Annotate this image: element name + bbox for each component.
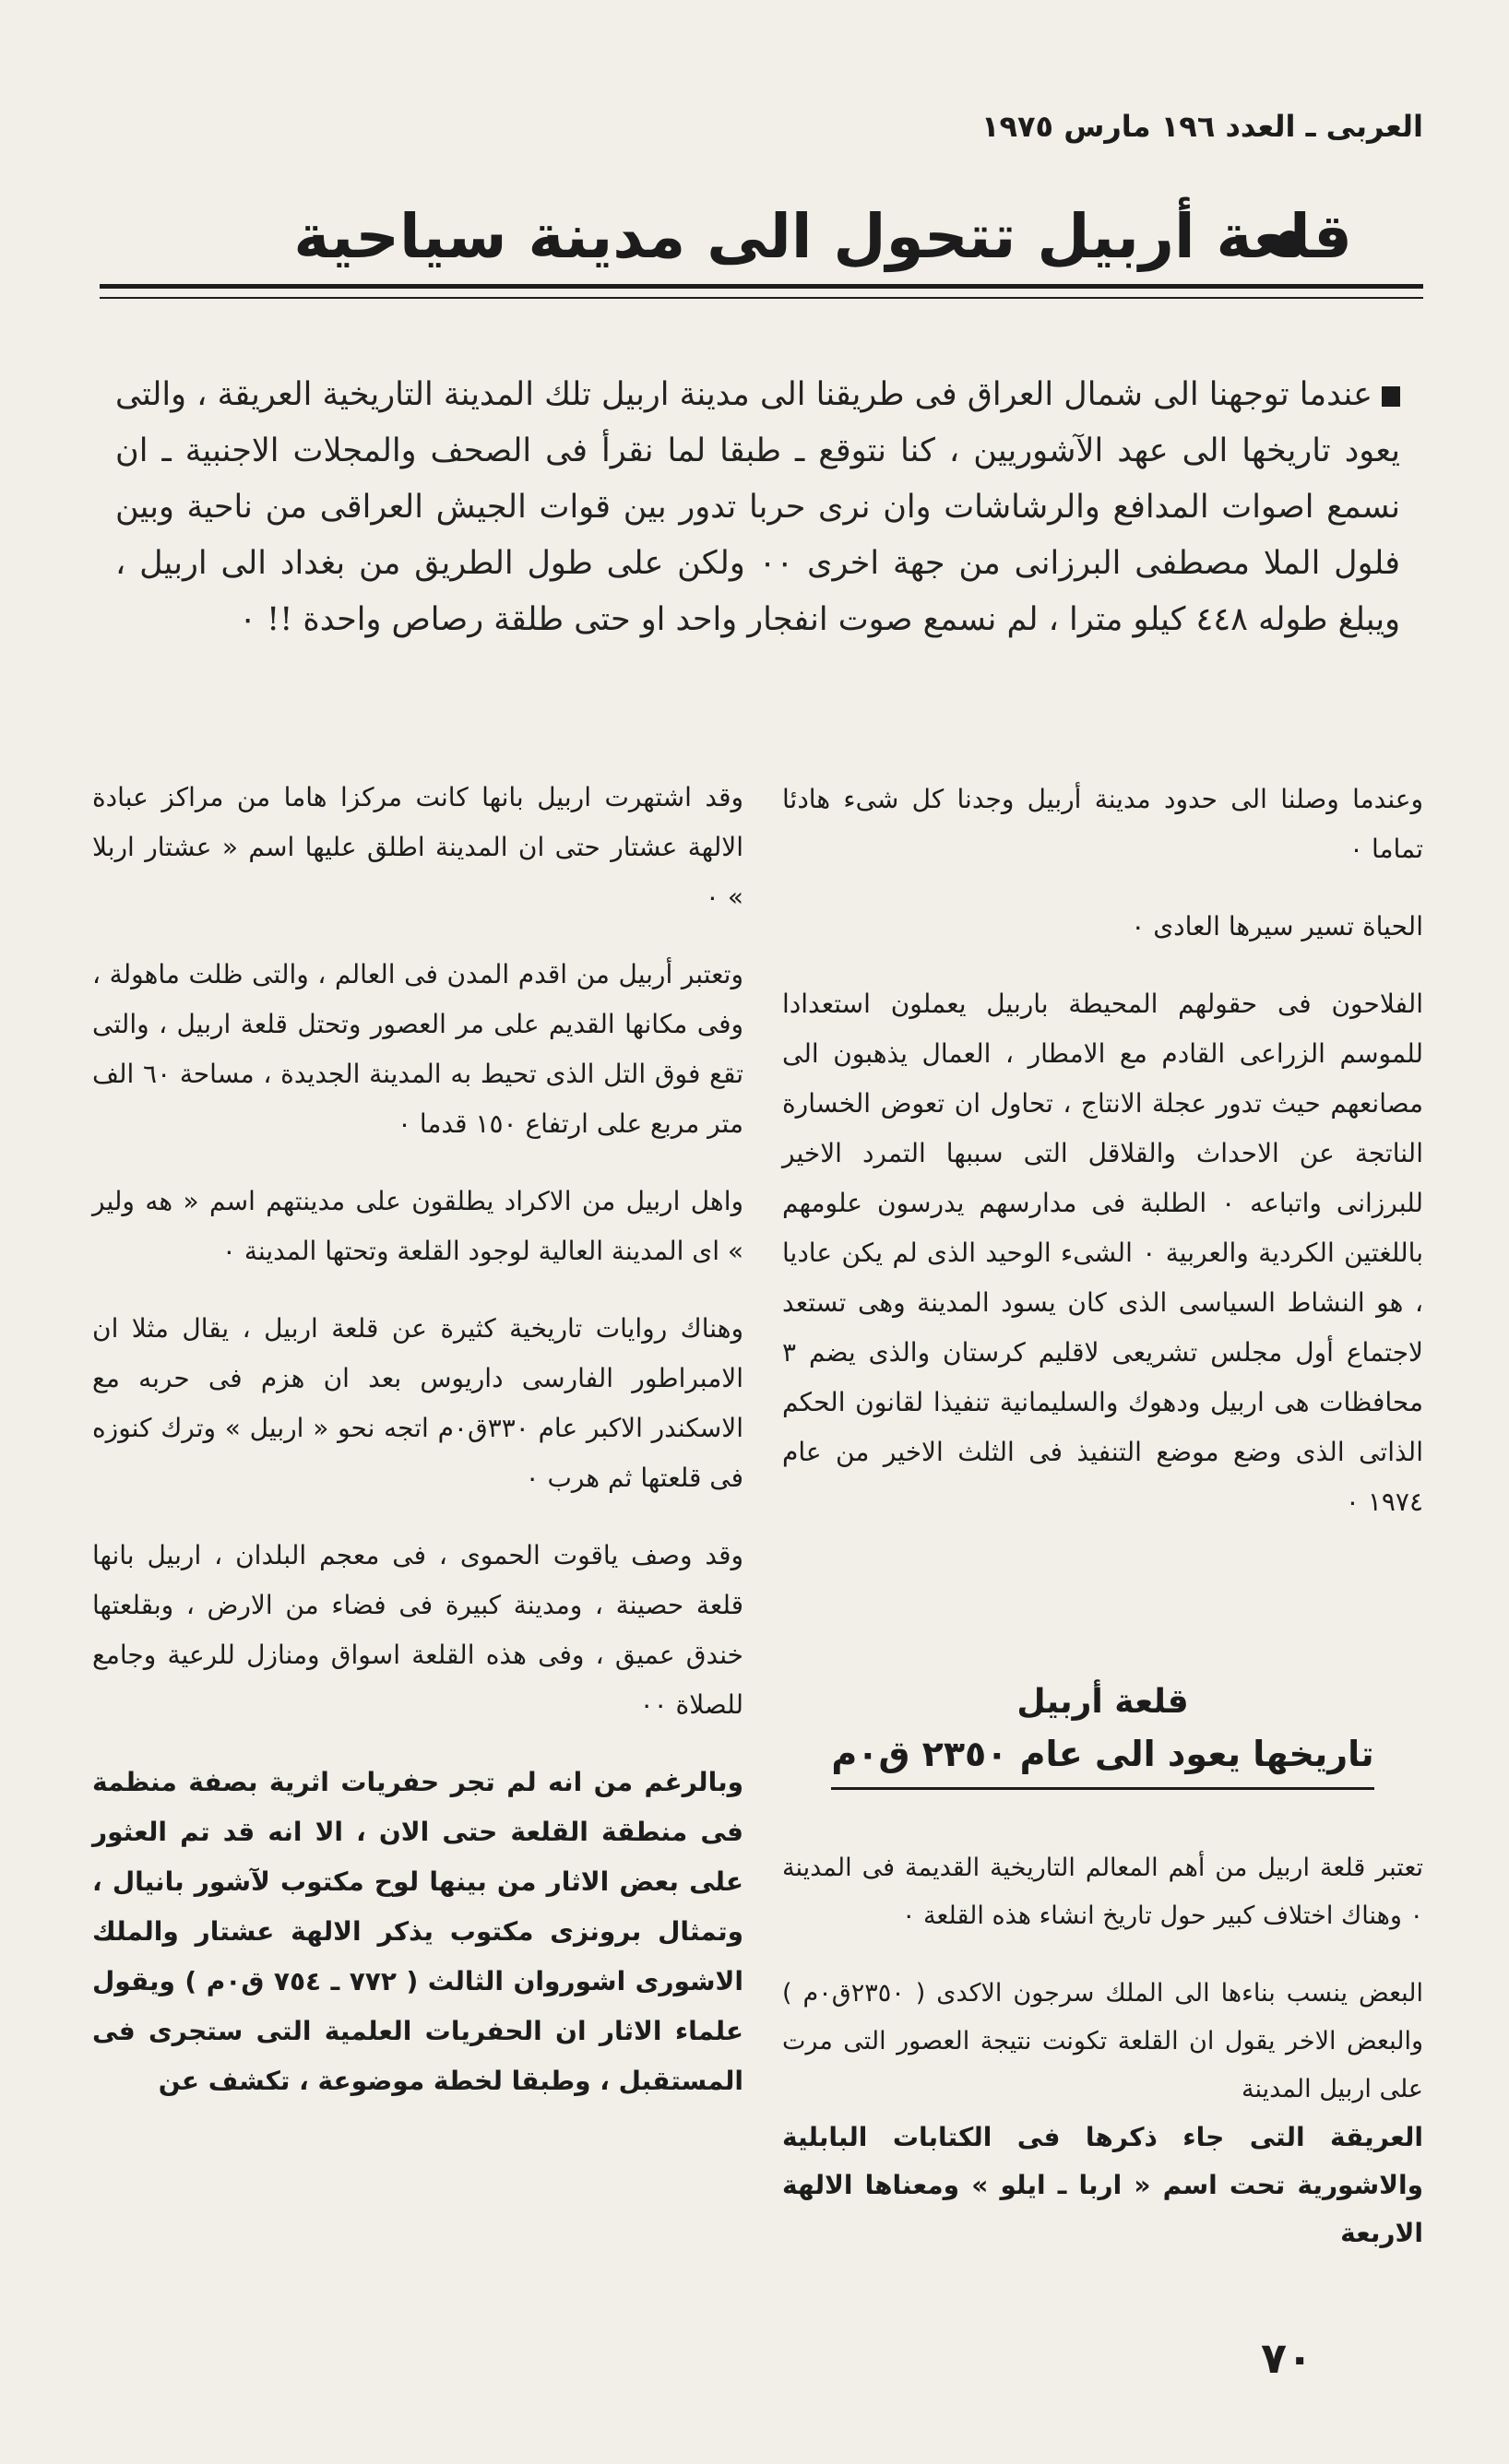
right-column: [782, 775, 1423, 1555]
article-title: قلعة أربيل تتحول الى مدينة سياحية: [293, 201, 1352, 272]
title-rule-thick: [100, 284, 1423, 289]
right-paragraph: الحياة تسير سيرها العادى ٠: [1131, 911, 1423, 942]
square-bullet-icon: [1382, 386, 1400, 407]
page-number: ٧٠: [1261, 2333, 1313, 2383]
right-paragraph: الفلاحون فى حقولهم المحيطة باربيل يعملون استعدادا للموسم الزراعى القادم مع الامطار ، العمال يذهبون الى مصانعهم حيث تدور عجلة الانتاج ، تحاول ان تعوض الخسارة الناتجة عن الاحداث والقلاقل التى سببها التمرد الاخير للبرزانى واتباعه ٠ الطلبة فى مدارسهم يدرسون علومهم باللغتين الكردية والعربية ٠ الشىء الوحيد الذى لم يكن عاديا ، هو النشاط السياسى الذى كان يسود المدينة وهى تستعد لاجتماع أول مجلس تشريعى لاقليم كرستان والذى يضم ٣ محافظات هى اربيل ودهوك والسليمانية تنفيذا لقانون الحكم الذاتى الذى وضع موضع التنفيذ فى الثلث الاخير من عام ١٩٧٤ ٠: [782, 989, 1423, 1517]
right-lower-paragraph: البعض ينسب بناءها الى الملك سرجون الاكدى ( ٢٣٥٠ق٠م ) والبعض الاخر يقول ان القلعة تكونت نتيجة العصور التى مرت على اربيل المدينة: [782, 1979, 1423, 2103]
left-paragraph: وقد وصف ياقوت الحموى ، فى معجم البلدان ، اربيل بانها قلعة حصينة ، ومدينة كبيرة فى فضاء من الارض ، وبقلعتها خندق عميق ، وفى هذه القلعة اسواق ومنازل للرعية وجامع للصلاة ٠٠: [92, 1540, 743, 1720]
right-lower-paragraph: العريقة التى جاء ذكرها فى الكتابات البابلية والاشورية تحت اسم « اربا ـ ايلو » ومعناها الالهة الاربعة: [782, 2122, 1423, 2248]
right-column-lower: [782, 1844, 1423, 2287]
left-paragraph: وتعتبر أربيل من اقدم المدن فى العالم ، والتى ظلت ماهولة ، وفى مكانها القديم على مر العصور وتحتل قلعة اربيل ، والتى تقع فوق التل الذى تحيط به المدينة الجديدة ، مساحة ٦٠ الف متر مربع على ارتفاع ١٥٠ قدما ٠: [92, 959, 743, 1139]
left-paragraph: وقد اشتهرت اربيل بانها كانت مركزا هاما من مراكز عبادة الالهة عشتار حتى ان المدينة اطلق عليها اسم « عشتار اربلا » ٠: [92, 782, 743, 912]
left-column: [92, 773, 743, 2134]
left-paragraph: واهل اربيل من الاكراد يطلقون على مدينتهم اسم « هه ولير » اى المدينة العالية لوجود القلعة وتحتها المدينة ٠: [92, 1186, 743, 1266]
subheading-line2: تاريخها يعود الى عام ٢٣٥٠ ق٠م: [831, 1728, 1373, 1790]
intro-text: عندما توجهنا الى شمال العراق فى طريقنا الى مدينة اربيل تلك المدينة التاريخية العريقة ، والتى يعود تاريخها الى عهد الآشوريين ، كنا نتوقع ـ طبقا لما نقرأ فى الصحف والمجلات الاجنبية ـ ان نسمع اصوات المدافع والرشاشات وان نرى حربا تدور بين قوات الجيش العراقى من ناحية وبين فلول الملا مصطفى البرزانى من جهة اخرى ٠٠ ولكن على طول الطريق من بغداد الى اربيل ، ويبلغ طوله ٤٤٨ كيلو مترا ، لم نسمع صوت انفجار واحد او حتى طلقة رصاص واحدة !! ٠: [115, 376, 1400, 638]
subheading-line1: قلعة أربيل: [1016, 1683, 1189, 1721]
left-paragraph: وبالرغم من انه لم تجر حفريات اثرية بصفة منظمة فى منطقة القلعة حتى الان ، الا انه قد تم العثور على بعض الاثار من بينها لوح مكتوب لآشور بانيال ، وتمثال برونزى مكتوب يذكر الالهة عشتار والملك الاشورى اشوروان الثالث ( ٧٧٢ ـ ٧٥٤ ق٠م ) ويقول علماء الاثار ان الحفريات العلمية التى ستجرى فى المستقبل ، وطبقا لخطة موضوعة ، تكشف عن: [92, 1767, 743, 2096]
intro-paragraph: [115, 367, 1400, 648]
right-lower-paragraph: تعتبر قلعة اربيل من أهم المعالم التاريخية القديمة فى المدينة ٠ وهناك اختلاف كبير حول تاريخ انشاء هذه القلعة ٠: [782, 1854, 1423, 1930]
section-subheading: [782, 1676, 1423, 1790]
right-paragraph: وعندما وصلنا الى حدود مدينة أربيل وجدنا كل شىء هادئا تماما ٠: [782, 784, 1423, 864]
left-paragraph: وهناك روايات تاريخية كثيرة عن قلعة اربيل ، يقال مثلا ان الامبراطور الفارسى داريوس بعد ان هزم فى حربه مع الاسكندر الاكبر عام ٣٣٠ق٠م اتجه نحو « اربيل » وترك كنوزه فى قلعتها ثم هرب ٠: [92, 1313, 743, 1493]
title-rule-thin: [100, 297, 1423, 299]
issue-header: العربى ـ العدد ١٩٦ مارس ١٩٧٥: [980, 109, 1423, 144]
